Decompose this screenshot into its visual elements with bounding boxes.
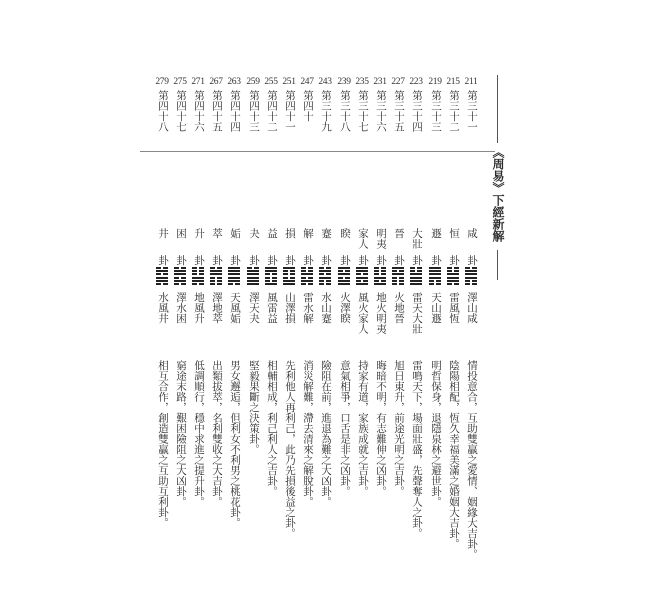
page-number: 227 [391, 77, 405, 87]
hexagram-symbol-icon [374, 267, 386, 285]
yang-line [410, 277, 422, 279]
trigram-names: 風火家人 [357, 292, 369, 334]
hexagram-number: 第四十 [302, 90, 314, 122]
yin-line [210, 267, 222, 269]
trigram-names: 地風升 [193, 292, 205, 324]
hexagram-suffix: 卦 [357, 255, 369, 266]
page-number: 251 [282, 77, 296, 87]
hexagram-description: 低調順行，穩中求進之提升卦。 [193, 360, 205, 507]
hexagram-number: 第四十三 [248, 90, 260, 132]
hexagram-name: 明夷 [375, 228, 387, 249]
yang-line [265, 267, 277, 269]
hexagram-suffix: 卦 [430, 255, 442, 266]
page-number: 275 [173, 77, 187, 87]
hexagram-name: 解 [302, 228, 314, 239]
hexagram-name: 夬 [248, 228, 260, 239]
yang-line [410, 280, 422, 282]
trigram-names: 水風井 [157, 292, 169, 324]
yin-line [374, 270, 386, 272]
hexagram-symbol-icon [247, 267, 259, 285]
hexagram-symbol-icon [265, 267, 277, 285]
yin-line [174, 267, 186, 269]
hexagram-description: 消災解難，滯去清來之解脫卦。 [302, 360, 314, 507]
yang-line [338, 273, 350, 275]
yang-line [356, 270, 368, 272]
hexagram-number: 第四十六 [193, 90, 205, 132]
header-rule [140, 151, 495, 152]
yang-line [374, 283, 386, 285]
page-number: 235 [355, 77, 369, 87]
hexagram-suffix: 卦 [284, 255, 296, 266]
hexagram-name: 升 [193, 228, 205, 239]
hexagram-name: 咸 [466, 228, 478, 239]
trigram-names: 火澤睽 [339, 292, 351, 324]
hexagram-symbol-icon [228, 267, 240, 285]
page-number: 219 [428, 77, 442, 87]
hexagram-suffix: 卦 [320, 255, 332, 266]
yang-line [429, 273, 441, 275]
yin-line [192, 270, 204, 272]
hexagram-description: 相互合作，創造雙贏之互助互利卦。 [157, 360, 169, 528]
hexagram-symbol-icon [210, 267, 222, 285]
hexagram-symbol-icon [410, 267, 422, 285]
hexagram-suffix: 卦 [157, 255, 169, 266]
yang-line [301, 280, 313, 282]
page-number: 211 [464, 77, 478, 87]
hexagram-description: 持家有道，家族成就之吉卦。 [357, 360, 369, 497]
yang-line [156, 277, 168, 279]
yin-line [265, 277, 277, 279]
trigram-names: 天風姤 [229, 292, 241, 324]
yin-line [210, 280, 222, 282]
yang-line [247, 270, 259, 272]
yin-line [374, 273, 386, 275]
hexagram-name: 大壯 [411, 228, 423, 249]
yang-line [247, 283, 259, 285]
yang-line [265, 283, 277, 285]
yang-line [374, 277, 386, 279]
page-number: 243 [318, 77, 332, 87]
hexagram-symbol-icon [319, 267, 331, 285]
yin-line [410, 267, 422, 269]
yang-line [247, 280, 259, 282]
trigram-names: 火地晉 [393, 292, 405, 324]
yin-line [374, 267, 386, 269]
hexagram-description: 險阻在前，進退為難之大凶卦。 [320, 360, 332, 507]
yin-line [228, 283, 240, 285]
yin-line [447, 270, 459, 272]
hexagram-description: 相輔相成，利己利人之吉卦。 [266, 360, 278, 497]
hexagram-description: 晦暗不明，有志難伸之凶卦。 [375, 360, 387, 497]
trigram-names: 水山蹇 [320, 292, 332, 324]
page-number: 231 [373, 77, 387, 87]
yin-line [465, 280, 477, 282]
page-number: 259 [246, 77, 260, 87]
page-number: 223 [409, 77, 423, 87]
yang-line [392, 267, 404, 269]
hexagram-number: 第三十三 [430, 90, 442, 132]
page-number: 239 [337, 77, 351, 87]
trigram-names: 澤山咸 [466, 292, 478, 324]
yang-line [465, 270, 477, 272]
yang-line [192, 280, 204, 282]
trigram-names: 雷風恆 [448, 292, 460, 324]
hexagram-symbol-icon [192, 267, 204, 285]
hexagram-name: 姤 [229, 228, 241, 239]
yang-line [447, 273, 459, 275]
hexagram-description: 陰陽相配，恆久幸福美滿之婚姻大吉卦。 [448, 360, 460, 549]
hexagram-symbol-icon [301, 267, 313, 285]
hexagram-description: 意氣相爭，口舌是非之凶卦。 [339, 360, 351, 497]
yin-line [374, 280, 386, 282]
hexagram-description: 先利他人再利己，此乃先損後益之卦。 [284, 360, 296, 539]
yang-line [338, 283, 350, 285]
hexagram-suffix: 卦 [266, 255, 278, 266]
page-number: 263 [227, 77, 241, 87]
hexagram-description: 旭日東升，前途光明之吉卦。 [393, 360, 405, 497]
yang-line [156, 280, 168, 282]
yang-line [228, 280, 240, 282]
yin-line [338, 277, 350, 279]
hexagram-suffix: 卦 [411, 255, 423, 266]
hexagram-suffix: 卦 [302, 255, 314, 266]
page-number: 255 [264, 77, 278, 87]
hexagram-number: 第三十八 [339, 90, 351, 132]
hexagram-description: 情投意合，互助雙贏之愛情、姻緣大吉卦。 [466, 360, 478, 560]
trigram-names: 澤水困 [175, 292, 187, 324]
yang-line [465, 273, 477, 275]
hexagram-symbol-icon [283, 267, 295, 285]
hexagram-name: 遯 [430, 228, 442, 239]
hexagram-name: 蹇 [320, 228, 332, 239]
yin-line [319, 280, 331, 282]
hexagram-name: 晉 [393, 228, 405, 239]
yang-line [283, 267, 295, 269]
hexagram-name: 益 [266, 228, 278, 239]
hexagram-number: 第四十七 [175, 90, 187, 132]
hexagram-symbol-icon [447, 267, 459, 285]
yang-line [447, 277, 459, 279]
yang-line [210, 270, 222, 272]
hexagram-number: 第四十一 [284, 90, 296, 132]
yin-line [265, 280, 277, 282]
yin-line [392, 277, 404, 279]
yin-line [429, 280, 441, 282]
yin-line [356, 273, 368, 275]
yang-line [429, 270, 441, 272]
hexagram-suffix: 卦 [193, 255, 205, 266]
trigram-names: 地火明夷 [375, 292, 387, 334]
page-number: 247 [300, 77, 314, 87]
yang-line [228, 273, 240, 275]
yin-line [410, 270, 422, 272]
trigram-names: 風雷益 [266, 292, 278, 324]
hexagram-description: 雷鳴天下，場面壯盛，先聲奪人之卦。 [411, 360, 423, 539]
hexagram-description: 出類拔萃，名利雙收之大吉卦。 [211, 360, 223, 507]
yin-line [156, 267, 168, 269]
yin-line [356, 280, 368, 282]
yang-line [392, 273, 404, 275]
hexagram-suffix: 卦 [448, 255, 460, 266]
trigram-names: 澤地萃 [211, 292, 223, 324]
yang-line [247, 277, 259, 279]
yang-line [301, 273, 313, 275]
hexagram-symbol-icon [429, 267, 441, 285]
yang-line [447, 280, 459, 282]
hexagram-description: 明哲保身，退隱泉林之避世卦。 [430, 360, 442, 507]
hexagram-description: 男女邂逅，但利女不利男之桃花卦。 [229, 360, 241, 528]
yang-line [174, 273, 186, 275]
hexagram-number: 第三十一 [466, 90, 478, 132]
hexagram-name: 睽 [339, 228, 351, 239]
yang-line [210, 273, 222, 275]
yin-line [319, 267, 331, 269]
trigram-names: 山澤損 [284, 292, 296, 324]
yang-line [319, 270, 331, 272]
yin-line [283, 270, 295, 272]
yang-line [265, 270, 277, 272]
yin-line [392, 280, 404, 282]
yang-line [283, 283, 295, 285]
title-rule-top [497, 75, 498, 143]
hexagram-suffix: 卦 [229, 255, 241, 266]
page-number: 267 [209, 77, 223, 87]
yang-line [356, 283, 368, 285]
hexagram-number: 第四十八 [157, 90, 169, 132]
hexagram-number: 第四十五 [211, 90, 223, 132]
hexagram-number: 第四十四 [229, 90, 241, 132]
trigram-names: 雷水解 [302, 292, 314, 324]
yin-line [301, 267, 313, 269]
hexagram-number: 第三十四 [411, 90, 423, 132]
title-rule-bottom [497, 250, 498, 280]
hexagram-number: 第三十六 [375, 90, 387, 132]
hexagram-name: 家人 [357, 228, 369, 249]
yin-line [301, 277, 313, 279]
yin-line [174, 277, 186, 279]
yang-line [247, 273, 259, 275]
hexagram-description: 堅毅果斷之決策卦。 [248, 360, 260, 455]
trigram-names: 雷天大壯 [411, 292, 423, 334]
yin-line [192, 273, 204, 275]
hexagram-name: 萃 [211, 228, 223, 239]
yang-line [174, 280, 186, 282]
yang-line [429, 267, 441, 269]
hexagram-suffix: 卦 [466, 255, 478, 266]
yang-line [410, 283, 422, 285]
yang-line [338, 267, 350, 269]
yang-line [356, 277, 368, 279]
yang-line [429, 277, 441, 279]
hexagram-number: 第三十二 [448, 90, 460, 132]
yin-line [465, 267, 477, 269]
hexagram-suffix: 卦 [375, 255, 387, 266]
yin-line [174, 283, 186, 285]
yang-line [174, 270, 186, 272]
yang-line [338, 280, 350, 282]
hexagram-name: 井 [157, 228, 169, 239]
yin-line [192, 283, 204, 285]
yang-line [228, 277, 240, 279]
yin-line [465, 283, 477, 285]
yang-line [283, 280, 295, 282]
yang-line [356, 267, 368, 269]
yin-line [447, 267, 459, 269]
hexagram-number: 第三十九 [320, 90, 332, 132]
yin-line [392, 283, 404, 285]
yang-line [192, 277, 204, 279]
yin-line [392, 270, 404, 272]
yin-line [265, 273, 277, 275]
yin-line [429, 283, 441, 285]
yang-line [465, 277, 477, 279]
hexagram-symbol-icon [156, 267, 168, 285]
page-title: 《周易》下經新解 [491, 146, 505, 242]
hexagram-symbol-icon [392, 267, 404, 285]
hexagram-symbol-icon [465, 267, 477, 285]
yin-line [301, 270, 313, 272]
trigram-names: 天山遯 [430, 292, 442, 324]
yin-line [319, 273, 331, 275]
yang-line [319, 277, 331, 279]
page-number: 215 [446, 77, 460, 87]
hexagram-suffix: 卦 [393, 255, 405, 266]
yin-line [447, 283, 459, 285]
yin-line [301, 283, 313, 285]
hexagram-name: 困 [175, 228, 187, 239]
yang-line [410, 273, 422, 275]
hexagram-number: 第三十七 [357, 90, 369, 132]
hexagram-suffix: 卦 [339, 255, 351, 266]
yin-line [283, 273, 295, 275]
hexagram-description: 窮途末路，艱困險阻之大凶卦。 [175, 360, 187, 507]
hexagram-symbol-icon [356, 267, 368, 285]
yin-line [247, 267, 259, 269]
hexagram-number: 第四十二 [266, 90, 278, 132]
page-number: 279 [155, 77, 169, 87]
yin-line [338, 270, 350, 272]
hexagram-symbol-icon [174, 267, 186, 285]
yang-line [156, 270, 168, 272]
yang-line [228, 270, 240, 272]
yin-line [156, 273, 168, 275]
hexagram-symbol-icon [338, 267, 350, 285]
hexagram-name: 恒 [448, 228, 460, 239]
yin-line [210, 283, 222, 285]
hexagram-suffix: 卦 [248, 255, 260, 266]
hexagram-suffix: 卦 [211, 255, 223, 266]
yin-line [283, 277, 295, 279]
trigram-names: 澤天夬 [248, 292, 260, 324]
yin-line [319, 283, 331, 285]
page-number: 271 [191, 77, 205, 87]
hexagram-suffix: 卦 [175, 255, 187, 266]
yang-line [228, 267, 240, 269]
yin-line [210, 277, 222, 279]
yin-line [192, 267, 204, 269]
hexagram-number: 第三十五 [393, 90, 405, 132]
hexagram-name: 損 [284, 228, 296, 239]
yin-line [156, 283, 168, 285]
